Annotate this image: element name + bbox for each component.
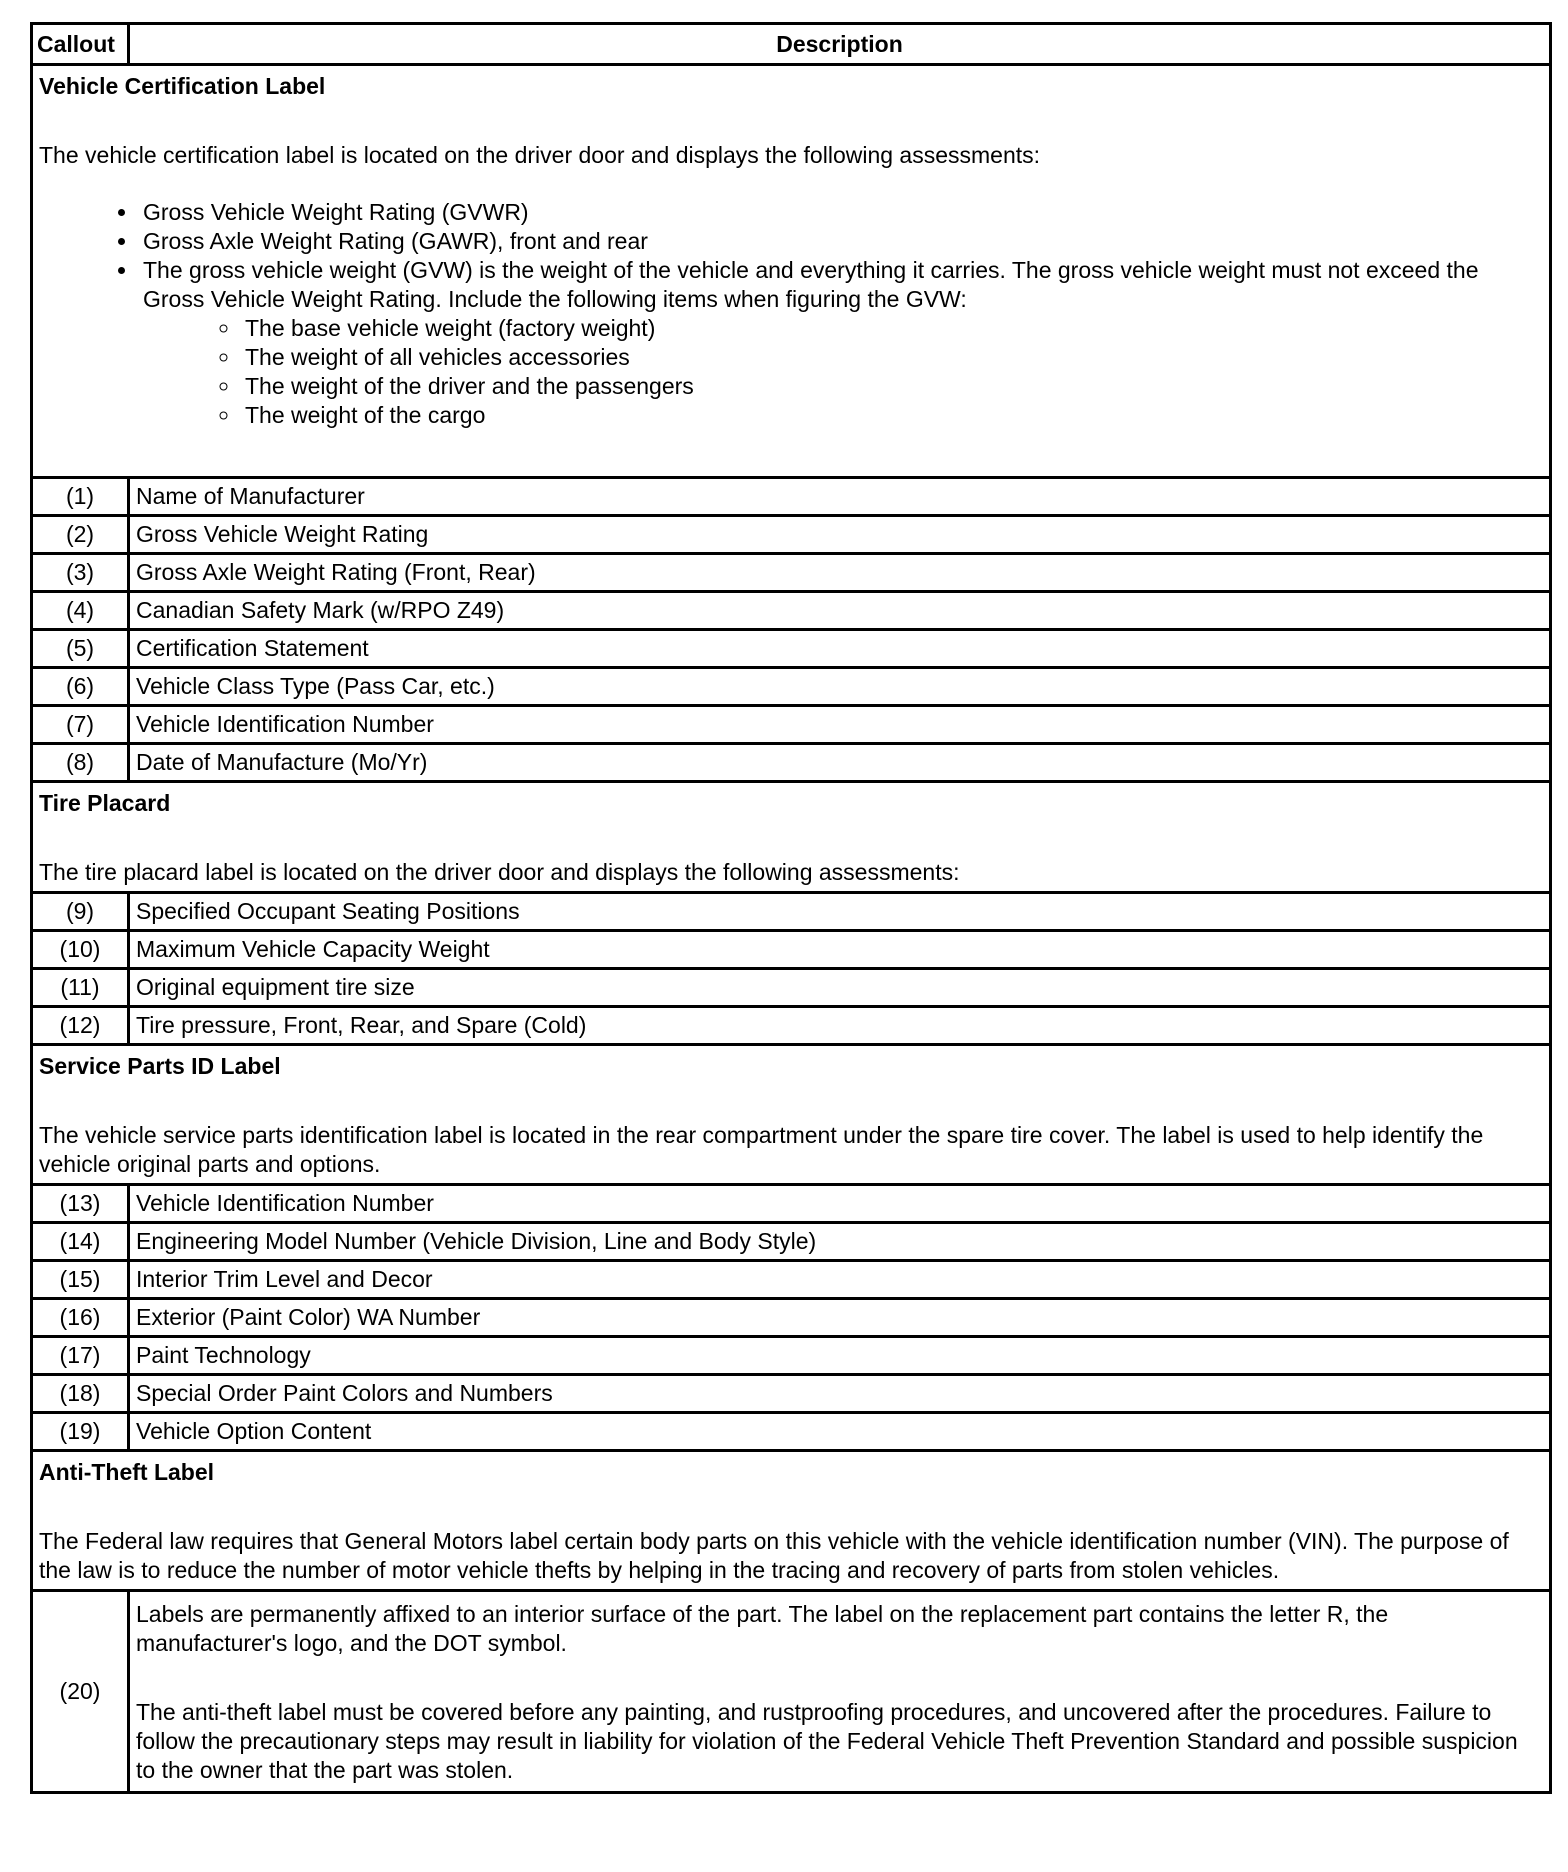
- description-paragraph: Labels are permanently affixed to an interior surface of the part. The label on the replacement part contains the letter R, the manufacturer's logo, and the DOT symbol.: [136, 1601, 1389, 1656]
- callout-description: Vehicle Identification Number: [129, 706, 1551, 744]
- callout-description: Name of Manufacturer: [129, 478, 1551, 516]
- callout-number: (18): [32, 1375, 129, 1413]
- table-row: [32, 706, 1551, 744]
- callout-number: (19): [32, 1413, 129, 1451]
- bullet-item: [139, 256, 1543, 430]
- callout-description: Date of Manufacture (Mo/Yr): [129, 744, 1551, 782]
- callout-column-header: Callout: [32, 24, 129, 65]
- table-header-row: [32, 24, 1551, 65]
- table-row: [32, 1007, 1551, 1045]
- section-intro: The vehicle certification label is located on the driver door and displays the following assessments:: [39, 142, 1041, 168]
- callout-number: (5): [32, 630, 129, 668]
- spacer: [39, 1487, 1543, 1527]
- callout-number: (7): [32, 706, 129, 744]
- table-row: [32, 630, 1551, 668]
- callout-description: Canadian Safety Mark (w/RPO Z49): [129, 592, 1551, 630]
- section-intro: The Federal law requires that General Motors label certain body parts on this vehicle with the vehicle identification number (VIN). The purpose of the law is to reduce the number of motor vehicle thefts by helping in the tracing and recovery of parts from stolen vehicles.: [39, 1528, 1509, 1583]
- table-row: [32, 668, 1551, 706]
- callout-number: (17): [32, 1337, 129, 1375]
- spacer: [39, 101, 1543, 141]
- callout-table: [30, 22, 1552, 1794]
- bullet-item-text: The gross vehicle weight (GVW) is the weight of the vehicle and everything it carries. The gross vehicle weight must not exceed the Gross Vehicle Weight Rating. Include the following items when figuring the GVW:: [143, 257, 1479, 312]
- callout-number: (4): [32, 592, 129, 630]
- section-cell: [32, 1045, 1551, 1185]
- table-row: [32, 1337, 1551, 1375]
- section-title: Vehicle Certification Label: [39, 73, 326, 99]
- callout-description: Engineering Model Number (Vehicle Division, Line and Body Style): [129, 1223, 1551, 1261]
- callout-description: Exterior (Paint Color) WA Number: [129, 1299, 1551, 1337]
- callout-number: (15): [32, 1261, 129, 1299]
- callout-number: (2): [32, 516, 129, 554]
- callout-description: Certification Statement: [129, 630, 1551, 668]
- table-row: [32, 516, 1551, 554]
- table-row: [32, 893, 1551, 931]
- table-row: [32, 554, 1551, 592]
- table-row: [32, 1299, 1551, 1337]
- callout-number: (14): [32, 1223, 129, 1261]
- callout-description: Paint Technology: [129, 1337, 1551, 1375]
- callout-description: Tire pressure, Front, Rear, and Spare (Cold): [129, 1007, 1551, 1045]
- callout-number: (12): [32, 1007, 129, 1045]
- section-intro: The vehicle service parts identification label is located in the rear compartment under the spare tire cover. The label is used to help identify the vehicle original parts and options.: [39, 1122, 1484, 1177]
- section-cell: [32, 782, 1551, 893]
- callout-description: [129, 1591, 1551, 1793]
- table-row: [32, 478, 1551, 516]
- section-cell: [32, 65, 1551, 478]
- section-title: Tire Placard: [39, 790, 171, 816]
- table-row: [32, 1185, 1551, 1223]
- table-row: [32, 1223, 1551, 1261]
- callout-description: Gross Vehicle Weight Rating: [129, 516, 1551, 554]
- sub-bullet-item: ◦ The weight of the cargo: [241, 401, 1543, 430]
- callout-description: Special Order Paint Colors and Numbers: [129, 1375, 1551, 1413]
- section-title: Service Parts ID Label: [39, 1053, 281, 1079]
- table-row: [32, 1591, 1551, 1793]
- description-column-header: Description: [129, 24, 1551, 65]
- callout-number: (13): [32, 1185, 129, 1223]
- table-row: [32, 1261, 1551, 1299]
- callout-number: (3): [32, 554, 129, 592]
- table-row: [32, 969, 1551, 1007]
- section-anti-theft: [32, 1451, 1551, 1591]
- callout-description: Vehicle Identification Number: [129, 1185, 1551, 1223]
- table-row: [32, 1375, 1551, 1413]
- table-row: [32, 592, 1551, 630]
- spacer: [39, 1081, 1543, 1121]
- bullet-item: • Gross Vehicle Weight Rating (GVWR): [139, 198, 1543, 227]
- callout-number: (8): [32, 744, 129, 782]
- callout-number: (9): [32, 893, 129, 931]
- spacer: [39, 818, 1543, 858]
- callout-description: Vehicle Class Type (Pass Car, etc.): [129, 668, 1551, 706]
- section-title: Anti-Theft Label: [39, 1459, 215, 1485]
- section-tire-placard: [32, 782, 1551, 893]
- sub-bullet-item: ◦ The weight of the driver and the passengers: [241, 372, 1543, 401]
- callout-number: (16): [32, 1299, 129, 1337]
- callout-description: Maximum Vehicle Capacity Weight: [129, 931, 1551, 969]
- spacer: [39, 430, 1543, 472]
- sub-bullet-list: [143, 314, 1543, 430]
- section-cell: [32, 1451, 1551, 1591]
- bullet-item: • Gross Axle Weight Rating (GAWR), front and rear: [139, 227, 1543, 256]
- callout-number: (20): [32, 1591, 129, 1793]
- spacer: [136, 1658, 1543, 1698]
- table-row: [32, 931, 1551, 969]
- section-vehicle-certification: [32, 65, 1551, 478]
- callout-number: (6): [32, 668, 129, 706]
- sub-bullet-item: ◦ The base vehicle weight (factory weight): [241, 314, 1543, 343]
- description-paragraph: The anti-theft label must be covered before any painting, and rustproofing procedures, and uncovered after the procedures. Failure to follow the precautionary steps may result in liability for violation of the Federal Vehicle Theft Prevention Standard and possible suspicion to the owner that the part was stolen.: [136, 1699, 1518, 1783]
- sub-bullet-item: ◦ The weight of all vehicles accessories: [241, 343, 1543, 372]
- callout-number: (10): [32, 931, 129, 969]
- callout-description: Gross Axle Weight Rating (Front, Rear): [129, 554, 1551, 592]
- section-service-parts-id: [32, 1045, 1551, 1185]
- bullet-list: [39, 198, 1543, 430]
- callout-description: Vehicle Option Content: [129, 1413, 1551, 1451]
- section-intro: The tire placard label is located on the driver door and displays the following assessments:: [39, 859, 960, 885]
- callout-description: Specified Occupant Seating Positions: [129, 893, 1551, 931]
- callout-number: (1): [32, 478, 129, 516]
- callout-number: (11): [32, 969, 129, 1007]
- callout-description: Original equipment tire size: [129, 969, 1551, 1007]
- callout-description: Interior Trim Level and Decor: [129, 1261, 1551, 1299]
- table-row: [32, 1413, 1551, 1451]
- table-row: [32, 744, 1551, 782]
